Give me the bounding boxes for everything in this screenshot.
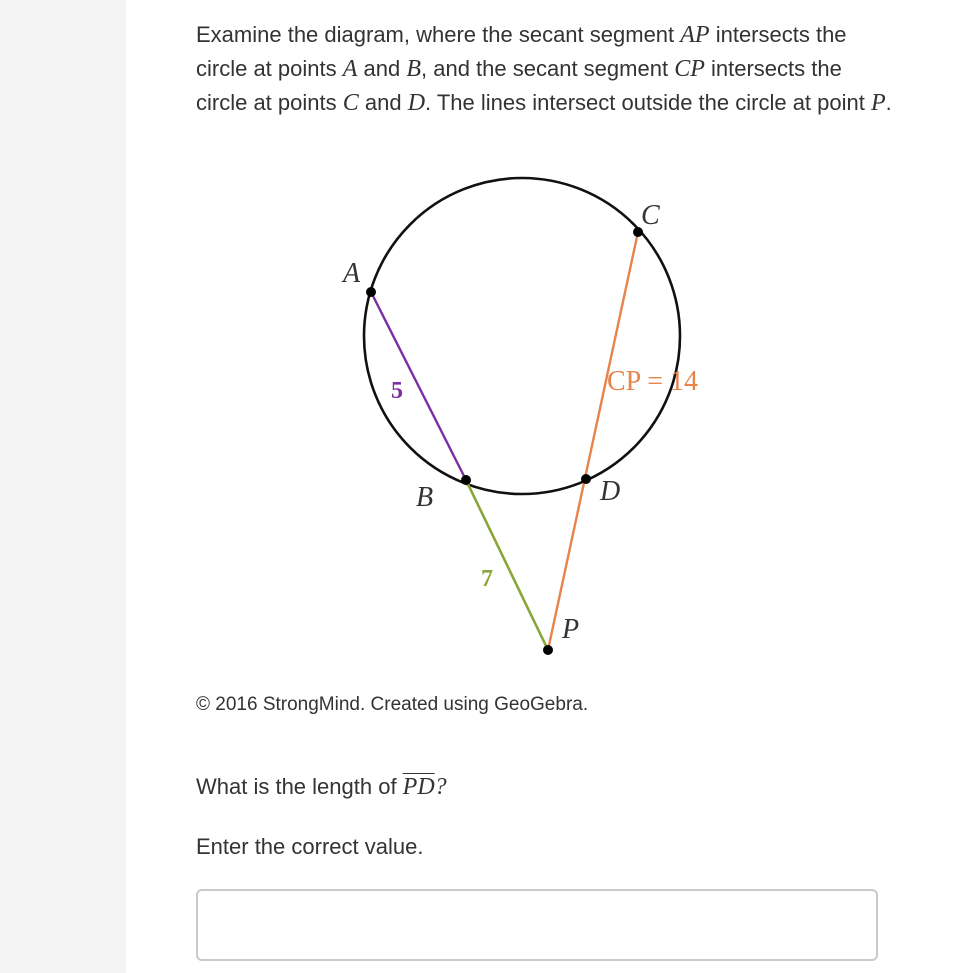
intro-math: CP xyxy=(674,56,705,82)
label-b: B xyxy=(416,482,434,513)
instruction-text: Enter the correct value. xyxy=(196,834,424,859)
label-a: A xyxy=(343,258,361,289)
label-d: D xyxy=(600,476,621,507)
label-cp-length: CP = 14 xyxy=(607,366,698,397)
intro-text: intersects the circle at points xyxy=(196,56,842,115)
segment-ab xyxy=(371,292,466,480)
intro-text: and xyxy=(358,90,408,115)
question-segment: $\overline{PD}$ xyxy=(402,774,435,800)
left-gutter xyxy=(0,0,126,973)
intro-text: . xyxy=(885,90,892,115)
problem-description xyxy=(196,18,896,120)
secant-diagram xyxy=(300,160,800,670)
intro-math: C xyxy=(342,90,359,116)
intro-math: A xyxy=(342,56,358,82)
question-after: ? xyxy=(434,774,447,800)
segment-cp xyxy=(548,232,638,650)
segment-bp xyxy=(466,480,548,650)
question-content xyxy=(196,18,896,120)
question-before: What is the length of xyxy=(196,774,403,799)
answer-input[interactable] xyxy=(196,889,878,961)
intro-math: D xyxy=(407,90,426,116)
point-b xyxy=(461,475,471,485)
intro-math: B xyxy=(406,56,422,82)
intro-math: AP xyxy=(680,22,710,48)
copyright-credit: © 2016 StrongMind. Created using GeoGebra. xyxy=(196,694,589,715)
label-ab-length: 5 xyxy=(391,378,403,404)
point-d xyxy=(581,474,591,484)
intro-text: Examine the diagram, where the secant segment xyxy=(196,22,681,47)
intro-text: intersects the circle at points xyxy=(196,22,847,81)
label-c: C xyxy=(641,200,660,231)
intro-math: P xyxy=(870,90,886,116)
point-a xyxy=(366,287,376,297)
intro-text: and xyxy=(357,56,407,81)
question-text xyxy=(196,774,447,801)
label-bp-length: 7 xyxy=(481,566,493,592)
intro-text: , and the secant segment xyxy=(421,56,675,81)
intro-text: . The lines intersect outside the circle at point xyxy=(425,90,871,115)
point-p xyxy=(543,645,553,655)
circle xyxy=(364,178,680,494)
label-p: P xyxy=(562,614,580,645)
